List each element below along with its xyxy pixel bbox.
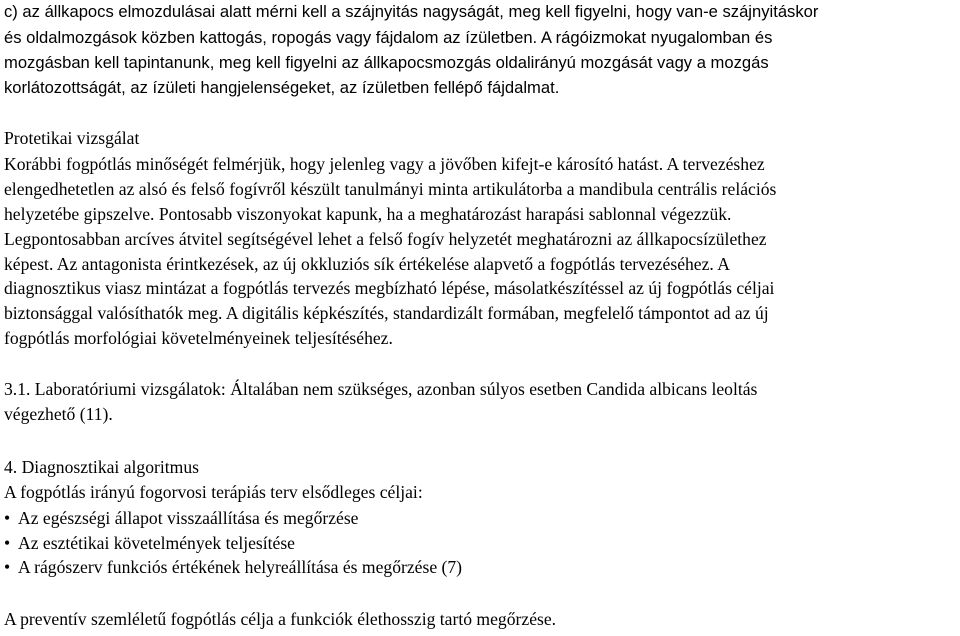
bullet-text: A rágószerv funkciós értékének helyreállítása és megőrzése (7)	[18, 557, 463, 577]
paragraph-c-line-2: és oldalmozgások közben kattogás, ropogás vagy fájdalom az ízületben. A rágóizmokat nyugalomban és	[4, 28, 773, 47]
prosthetic-line-4: Legpontosabban arcíves átvitel segítségével lehet a felső fogív helyzetét meghatározni az állkapocsízülethez	[4, 229, 767, 249]
paragraph-c-line-3: mozgásban kell tapintanunk, meg kell figyelni az állkapocsmozgás oldalirányú mozgását vagy a mozgás	[4, 53, 769, 72]
prosthetic-line-5: képest. Az antagonista érintkezések, az új okkluziós sík értékelése alapvető a fogpótlás tervezéséhez. A	[4, 254, 730, 274]
closing-sentence: A preventív szemléletű fogpótlás célja a funkciók élethosszig tartó megőrzése.	[4, 609, 557, 629]
paragraph-c-line-1: c) az állkapocs elmozdulásai alatt mérni kell a szájnyitás nagyságát, meg kell figyelni, hogy van-e szájnyitáskor	[4, 2, 819, 21]
prosthetic-line-6: diagnosztikus viasz mintázat a fogpótlás tervezés megbízható lépése, másolatkészítéssel az új fogpótlás céljai	[4, 278, 775, 298]
lab-line-1: 3.1. Laboratóriumi vizsgálatok: Általában nem szükséges, azonban súlyos esetben Candida albicans leoltás	[4, 379, 758, 399]
prosthetic-line-1: Korábbi fogpótlás minőségét felmérjük, hogy jelenleg vagy a jövőben kifejt-e károsító hatást. A tervezéshez	[4, 154, 765, 174]
bullet-text: Az esztétikai követelmények teljesítése	[18, 533, 295, 553]
bullet-item	[4, 556, 462, 578]
bullet-item	[4, 507, 359, 529]
algorithm-heading: 4. Diagnosztikai algoritmus	[4, 457, 199, 477]
bullet-marker: •	[4, 557, 11, 577]
paragraph-c-line-4: korlátozottságát, az ízületi hangjelenségeket, az ízületben fellépő fájdalmat.	[4, 78, 560, 97]
prosthetic-line-2: elengedhetetlen az alsó és felső fogívről készült tanulmányi minta artikulátorba a mandibula centrális relációs	[4, 179, 777, 199]
prosthetic-line-7: biztonsággal valósíthatók meg. A digitális képkészítés, standardizált formában, megfelelő támpontot ad az új	[4, 303, 769, 323]
bullet-item	[4, 532, 295, 554]
prosthetic-heading: Protetikai vizsgálat	[4, 128, 140, 148]
prosthetic-line-3: helyzetébe gipszelve. Pontosabb viszonyokat kapunk, ha a meghatározást harapási sablonnal végezzük.	[4, 204, 732, 224]
bullet-marker: •	[4, 508, 11, 528]
lab-line-2: végezhető (11).	[4, 404, 113, 424]
bullet-text: Az egészségi állapot visszaállítása és megőrzése	[18, 508, 359, 528]
bullet-marker: •	[4, 533, 11, 553]
algorithm-intro: A fogpótlás irányú fogorvosi terápiás terv elsődleges céljai:	[4, 482, 423, 502]
prosthetic-line-8: fogpótlás morfológiai követelményeinek teljesítéséhez.	[4, 328, 393, 348]
